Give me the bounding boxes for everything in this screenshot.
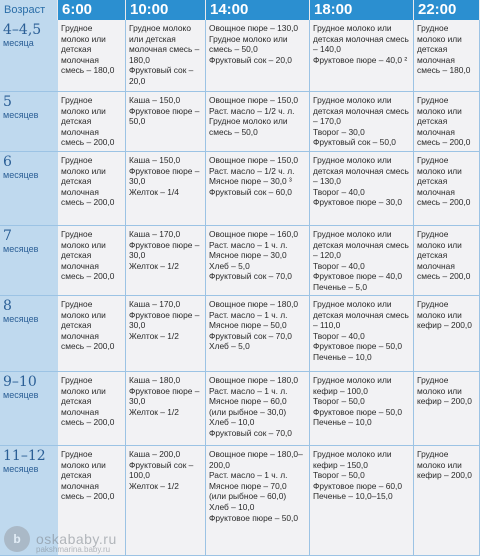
header-time-10: 10:00 (126, 0, 206, 20)
menu-cell: Грудное молоко или детская молочная смесь – 140,0 Фруктовое пюре – 40,0 ² (310, 20, 414, 92)
menu-cell: Грудное молоко или детская молочная смесь – 200,0 (414, 152, 480, 226)
menu-cell: Грудное молоко или детская молочная смесь – 200,0 (58, 446, 126, 556)
header-time-6: 6:00 (58, 0, 126, 20)
age-cell (0, 92, 58, 152)
menu-cell: Грудное молоко или детская молочная смесь – 180,0 Фруктовый сок – 20,0 (126, 20, 206, 92)
menu-cell: Грудное молоко или детская молочная смесь – 200,0 (58, 92, 126, 152)
menu-cell: Грудное молоко или детская молочная смесь – 180,0 (414, 20, 480, 92)
watermark-subtext: pakshmarina.baby.ru (36, 545, 111, 554)
menu-cell: Грудное молоко или кефир – 200,0 (414, 372, 480, 446)
age-cell (0, 372, 58, 446)
menu-cell: Овощное пюре – 180,0–200,0 Раст. масло – 1 ч. л. Мясное пюре – 70,0 (или рыбное – 60,0) Хлеб – 10,0 Фруктовое пюре – 50,0 (206, 446, 310, 556)
age-number: 5 (3, 94, 12, 110)
age-cell (0, 20, 58, 92)
age-number: 7 (3, 228, 12, 244)
menu-cell: Овощное пюре – 180,0 Раст. масло – 1 ч. л. Мясное пюре – 50,0 Фруктовый сок – 70,0 Хлеб – 5,0 (206, 296, 310, 372)
menu-cell: Грудное молоко или детская молочная смесь – 200,0 (414, 92, 480, 152)
menu-cell: Грудное молоко или детская молочная смесь – 200,0 (414, 226, 480, 296)
watermark-text: oskababy.ru (36, 531, 117, 547)
age-unit: месяцев (3, 244, 39, 254)
menu-cell: Грудное молоко или детская молочная смесь – 110,0 Творог – 40,0 Фруктовое пюре – 50,0 Печенье – 10,0 (310, 296, 414, 372)
age-unit: месяцев (3, 170, 39, 180)
menu-cell: Каша – 150,0 Фруктовое пюре – 30,0 Желток – 1/4 (126, 152, 206, 226)
menu-cell: Грудное молоко или детская молочная смесь – 200,0 (58, 296, 126, 372)
age-cell (0, 152, 58, 226)
age-unit: месяцев (3, 464, 39, 474)
menu-cell: Каша – 200,0 Фруктовый сок – 100,0 Желток – 1/2 (126, 446, 206, 556)
age-number: 9–10 (3, 374, 37, 390)
age-cell (0, 296, 58, 372)
menu-cell: Овощное пюре – 130,0 Грудное молоко или смесь – 50,0 Фруктовый сок – 20,0 (206, 20, 310, 92)
menu-cell: Грудное молоко или детская молочная смесь – 200,0 (58, 152, 126, 226)
age-unit: месяцев (3, 110, 39, 120)
menu-cell: Каша – 170,0 Фруктовое пюре – 30,0 Желток – 1/2 (126, 296, 206, 372)
age-number: 6 (3, 154, 12, 170)
watermark (4, 526, 117, 552)
menu-cell: Грудное молоко или детская молочная смесь – 200,0 (58, 372, 126, 446)
menu-cell: Грудное молоко или детская молочная смесь – 120,0 Творог – 40,0 Фруктовое пюре – 40,0 Печенье – 5,0 (310, 226, 414, 296)
menu-cell: Каша – 180,0 Фруктовое пюре – 30,0 Желток – 1/2 (126, 372, 206, 446)
watermark-logo: b (4, 526, 30, 552)
menu-cell: Грудное молоко или кефир – 200,0 (414, 446, 480, 556)
header-age: Возраст (0, 0, 58, 20)
menu-cell: Грудное молоко или кефир – 100,0 Творог – 50,0 Фруктовое пюре – 50,0 Печенье – 10,0 (310, 372, 414, 446)
menu-cell: Овощное пюре – 150,0 Раст. масло – 1/2 ч. л. Грудное молоко или смесь – 50,0 (206, 92, 310, 152)
menu-cell: Грудное молоко или детская молочная смесь – 170,0 Творог – 30,0 Фруктовый сок – 50,0 (310, 92, 414, 152)
age-unit: месяца (3, 38, 34, 48)
header-time-14: 14:00 (206, 0, 310, 20)
age-number: 8 (3, 298, 12, 314)
header-time-22: 22:00 (414, 0, 480, 20)
menu-cell: Грудное молоко или детская молочная смесь – 130,0 Творог – 40,0 Фруктовое пюре – 30,0 (310, 152, 414, 226)
menu-cell: Овощное пюре – 160,0 Раст. масло – 1 ч. л. Мясное пюре – 30,0 Хлеб – 5,0 Фруктовый сок – 70,0 (206, 226, 310, 296)
menu-cell: Каша – 170,0 Фруктовое пюре – 30,0 Желток – 1/2 (126, 226, 206, 296)
age-number: 11–12 (3, 448, 46, 464)
menu-cell: Грудное молоко или кефир – 200,0 (414, 296, 480, 372)
age-number: 4–4,5 (3, 22, 42, 38)
menu-cell: Овощное пюре – 180,0 Раст. масло – 1 ч. л. Мясное пюре – 60,0 (или рыбное – 30,0) Хлеб – 10,0 Фруктовый сок – 70,0 (206, 372, 310, 446)
header-time-18: 18:00 (310, 0, 414, 20)
age-unit: месяцев (3, 390, 39, 400)
menu-cell: Овощное пюре – 150,0 Раст. масло – 1/2 ч. л. Мясное пюре – 30,0 ³ Фруктовый сок – 60,0 (206, 152, 310, 226)
age-cell (0, 226, 58, 296)
menu-cell: Грудное молоко или детская молочная смесь – 180,0 (58, 20, 126, 92)
menu-cell: Грудное молоко или кефир – 150,0 Творог – 50,0 Фруктовое пюре – 60,0 Печенье – 10,0–15,0 (310, 446, 414, 556)
menu-cell: Каша – 150,0 Фруктовое пюре – 50,0 (126, 92, 206, 152)
menu-cell: Грудное молоко или детская молочная смесь – 200,0 (58, 226, 126, 296)
age-unit: месяцев (3, 314, 39, 324)
